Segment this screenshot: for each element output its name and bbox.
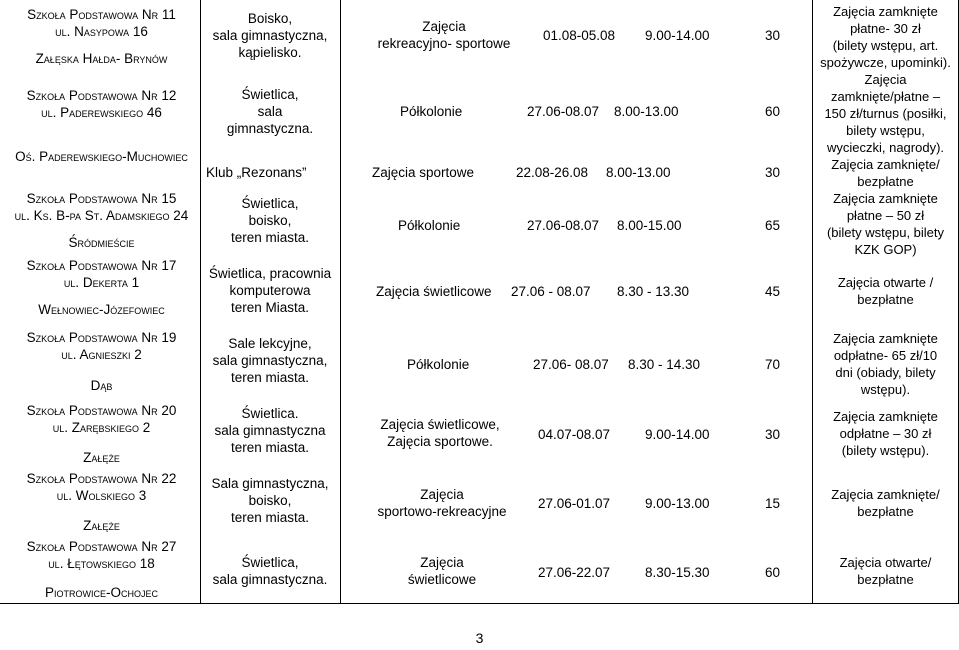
payment-cell: Zajęcia zamknięte/ bezpłatne <box>831 157 940 189</box>
activity-type: Zajęcia świetlicowe, Zajęcia sportowe. <box>380 417 500 449</box>
payment-cell: Zajęcia zamknięte odpłatne – 30 zł (bilety wstępu). <box>833 409 938 458</box>
school-district: Piotrowice-Ochojec <box>45 585 158 600</box>
payment-cell: Zajęcia zamknięte płatne – 50 zł (bilety wstępu, bilety KZK GOP) <box>826 191 945 257</box>
facility-cell <box>200 195 340 246</box>
payment-cell: Zajęcia otwarte/ bezpłatne <box>839 555 932 587</box>
payment-cell: Zajęcia zamknięte/ bezpłatne <box>831 487 940 519</box>
activity-dates: 27.06-22.07 <box>538 565 611 580</box>
facility-cell <box>200 335 340 386</box>
activity-count: 60 <box>765 104 781 119</box>
school-district: Załęże <box>83 450 120 465</box>
facility-line: teren miasta. <box>230 230 310 245</box>
facility-line: boisko, <box>248 493 292 508</box>
facility-line: sala <box>257 104 283 119</box>
school-entry <box>4 190 199 251</box>
activity-count: 30 <box>765 28 781 43</box>
school-district: Załęska Hałda- Brynów <box>35 51 168 66</box>
activity-type: Zajęcia rekreacyjno- sportowe <box>377 19 511 51</box>
activity-type: Zajęcia sportowo-rekreacyjne <box>377 487 507 519</box>
school-name: Szkoła Podstawowa Nr 22 <box>26 471 177 486</box>
activity-count: 30 <box>765 427 781 442</box>
activity-count: 15 <box>765 496 781 511</box>
activity-dates: 27.06-08.07 <box>527 218 600 233</box>
school-address: ul. Łętowskiego 18 <box>48 556 155 571</box>
facility-line: kąpielisko. <box>238 45 302 60</box>
school-name: Szkoła Podstawowa Nr 11 <box>27 7 176 22</box>
activity-type: Półkolonie <box>400 104 463 119</box>
facility-line: Sale lekcyjne, <box>228 336 312 351</box>
activity-hours: 9.00-13.00 <box>645 496 710 511</box>
facility-line: sala gimnastyczna <box>214 423 326 438</box>
school-address: ul. Dekerta 1 <box>63 275 140 290</box>
column-divider <box>340 0 341 603</box>
school-address: ul. Ks. B-pa St. Adamskiego 24 <box>14 208 189 223</box>
activity-dates: 22.08-26.08 <box>516 165 589 180</box>
facility-line: komputerowa <box>229 283 311 298</box>
school-entry <box>4 6 199 67</box>
school-entry <box>4 257 199 318</box>
school-address: ul. Nasypowa 16 <box>55 24 148 39</box>
activity-type: Półkolonie <box>398 218 461 233</box>
facility-line: sala gimnastyczna, <box>212 353 328 368</box>
facility-line: boisko, <box>248 213 292 228</box>
activity-dates: 27.06- 08.07 <box>533 357 609 372</box>
school-entry <box>4 87 199 165</box>
facility-line: gimnastyczna. <box>226 121 314 136</box>
payment-cell: Zajęcia zamknięte płatne- 30 zł (bilety wstępu, art. spożywcze, upominki). <box>820 4 951 70</box>
school-entry <box>4 402 199 466</box>
activity-club-name: Klub „Rezonans” <box>206 165 307 180</box>
activity-count: 60 <box>765 565 781 580</box>
activity-hours: 8.00-13.00 <box>606 165 671 180</box>
activity-dates: 27.06-08.07 <box>527 104 600 119</box>
facility-line: Świetlica, <box>241 196 299 211</box>
activity-dates: 01.08-05.08 <box>543 28 616 43</box>
school-address: ul. Paderewskiego 46 <box>41 105 162 120</box>
table-bottom-border <box>0 603 959 604</box>
facility-cell <box>200 265 340 316</box>
facility-cell <box>200 86 340 137</box>
school-name: Szkoła Podstawowa Nr 27 <box>26 539 177 554</box>
facility-line: sala gimnastyczna, <box>212 28 328 43</box>
school-address: ul. Wolskiego 3 <box>56 488 147 503</box>
school-district: Dąb <box>90 378 113 393</box>
facility-line: sala gimnastyczna. <box>212 572 328 587</box>
school-entry <box>4 470 199 534</box>
facility-line: Świetlica. <box>241 406 299 421</box>
facility-cell <box>200 554 340 588</box>
activity-hours: 8.30 - 13.30 <box>617 284 690 299</box>
activity-hours: 9.00-14.00 <box>645 427 710 442</box>
activity-count: 30 <box>765 165 781 180</box>
facility-line: Świetlica, pracownia <box>208 266 332 281</box>
school-name: Szkoła Podstawowa Nr 15 <box>26 191 177 206</box>
facility-line: teren miasta. <box>230 510 310 525</box>
activity-count: 70 <box>765 357 781 372</box>
activity-type: Zajęcia sportowe <box>372 165 475 180</box>
facility-line: teren miasta. <box>230 440 310 455</box>
school-district: Wełnowiec-Józefowiec <box>38 302 165 317</box>
activity-dates: 27.06-01.07 <box>538 496 611 511</box>
activity-type: Zajęcia świetlicowe <box>376 284 492 299</box>
activity-hours: 8.30 - 14.30 <box>628 357 701 372</box>
facility-line: teren Miasta. <box>230 300 310 315</box>
activity-hours: 8.00-15.00 <box>617 218 682 233</box>
school-name: Szkoła Podstawowa Nr 19 <box>26 330 177 345</box>
activity-hours: 8.00-13.00 <box>614 104 679 119</box>
school-district: Śródmieście <box>68 235 135 250</box>
school-address: ul. Agnieszki 2 <box>61 347 142 362</box>
activity-dates: 04.07-08.07 <box>538 427 611 442</box>
facility-cell <box>200 405 340 456</box>
payment-cell: Zajęcia zamknięte odpłatne- 65 zł/10 dni (obiady, bilety wstępu). <box>833 331 938 397</box>
school-name: Szkoła Podstawowa Nr 17 <box>26 258 177 273</box>
school-address: ul. Zarębskiego 2 <box>52 420 151 435</box>
activity-hours: 8.30-15.30 <box>645 565 710 580</box>
facility-line: Świetlica, <box>241 555 299 570</box>
school-district: Oś. Paderewskiego-Muchowiec <box>15 149 188 164</box>
facility-cell <box>200 10 340 61</box>
page-number: 3 <box>475 630 484 646</box>
payment-cell: Zajęcia zamknięte/płatne – 150 zł/turnus (posiłki, bilety wstępu, wycieczki, nagrody). <box>824 72 947 155</box>
activity-type: Zajęcia świetlicowe <box>407 555 477 587</box>
facility-line: Świetlica, <box>241 87 299 102</box>
facility-line: Sala gimnastyczna, <box>211 476 329 491</box>
facility-line: Boisko, <box>247 11 293 26</box>
facility-cell <box>200 475 340 526</box>
facility-line: teren miasta. <box>230 370 310 385</box>
school-district: Załęże <box>83 518 120 533</box>
activity-count: 45 <box>765 284 781 299</box>
activity-type: Półkolonie <box>407 357 470 372</box>
activity-count: 65 <box>765 218 781 233</box>
school-name: Szkoła Podstawowa Nr 20 <box>26 403 177 418</box>
payment-cell: Zajęcia otwarte / bezpłatne <box>837 275 934 307</box>
school-entry <box>4 329 199 394</box>
activity-dates: 27.06 - 08.07 <box>511 284 591 299</box>
activity-hours: 9.00-14.00 <box>645 28 710 43</box>
school-name: Szkoła Podstawowa Nr 12 <box>26 88 177 103</box>
school-entry <box>4 538 199 601</box>
